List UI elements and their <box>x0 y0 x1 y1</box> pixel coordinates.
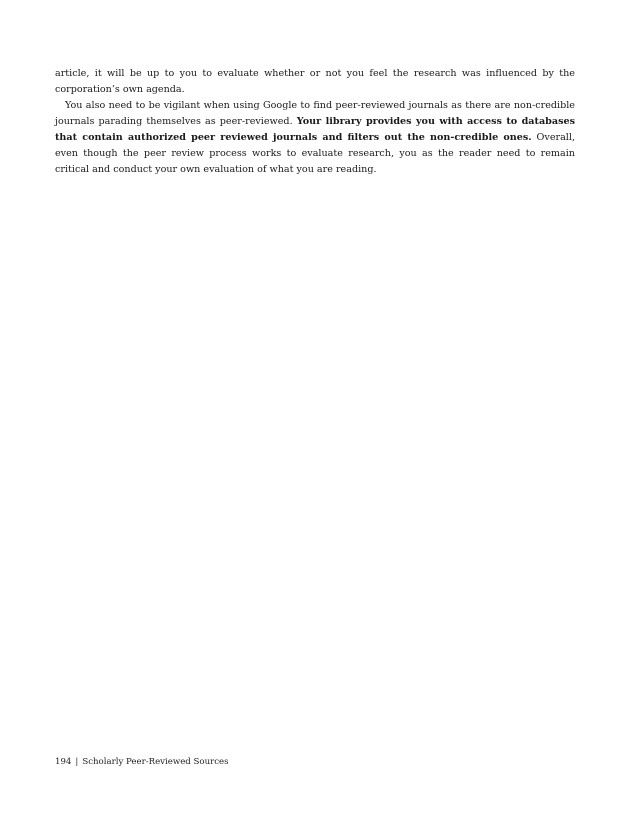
paragraph-2-bold-text: Your library provides you with access to databases that contain authorized peer reviewed journals and filters out the non-credible ones. <box>55 116 575 143</box>
paragraph-1-text: article, it will be up to you to evaluate whether or not you feel the research was influenced by the corporation’s own agenda. <box>55 68 575 95</box>
footer-separator: | <box>75 757 79 767</box>
paragraph-peer-review-vigilance <box>55 98 575 178</box>
page-footer <box>55 756 229 768</box>
paragraph-continuation <box>55 66 575 98</box>
page-number: 194 <box>55 757 72 767</box>
paragraph-2-text-after-bold: Overall, even though the peer review process works to evaluate research, you as the reader need to remain critical and conduct your own evaluation of what you are reading. <box>55 132 575 175</box>
body-text <box>55 66 575 178</box>
paragraph-2-text-before-bold: You also need to be vigilant when using Google to find peer-reviewed journals as there are non-credible journals parading themselves as peer-reviewed. <box>55 100 575 127</box>
footer-section-title: Scholarly Peer-Reviewed Sources <box>82 757 229 767</box>
